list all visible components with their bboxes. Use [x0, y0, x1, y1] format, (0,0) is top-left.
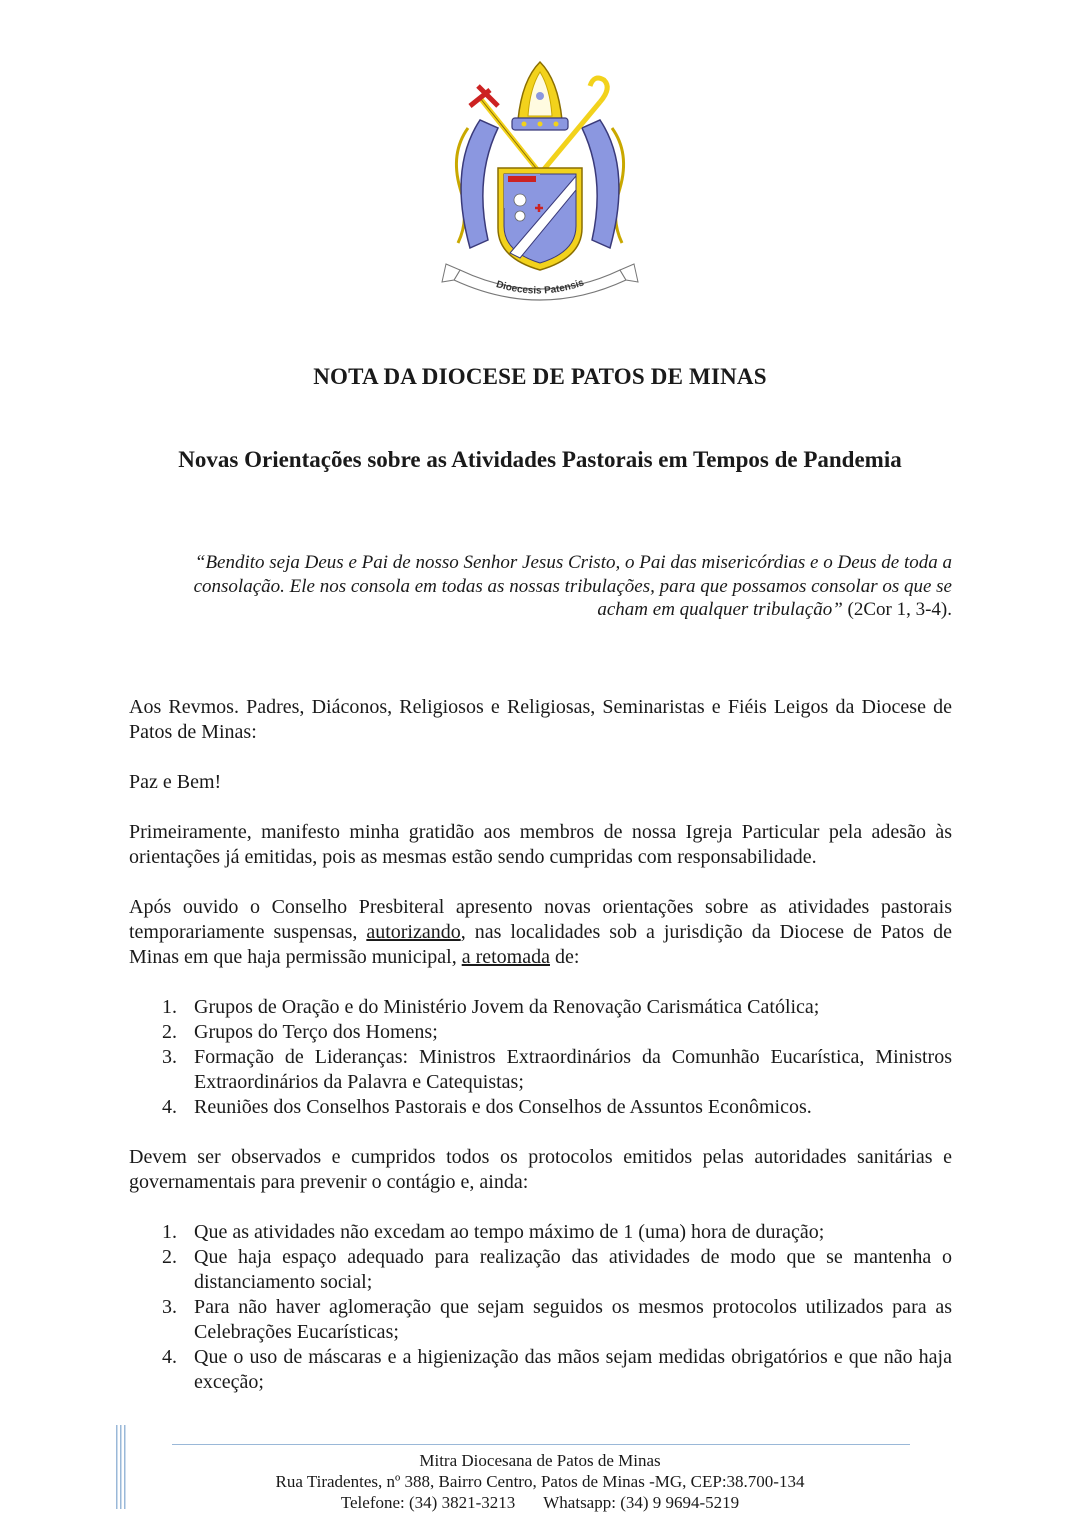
list-item: 2. Grupos do Terço dos Homens; — [162, 1021, 438, 1043]
list-item: 4. Reuniões dos Conselhos Pastorais e dos Conselhos de Assuntos Econômicos. — [162, 1096, 812, 1118]
footer-divider — [172, 1444, 910, 1445]
quote-text: “Bendito seja Deus e Pai de nosso Senhor Jesus Cristo, o Pai das misericórdias e o Deus de toda a consolação. Ele nos consola em todas as nossas tribulações, para que possamos consolar os que se acham em qualquer tribulação” — [193, 552, 952, 620]
epigraph-quote — [150, 551, 952, 622]
conditions-list — [129, 1220, 952, 1395]
list-item: 4. Que o uso de máscaras e a higienização das mãos sejam medidas obrigatórios e que não haja exceção; — [162, 1346, 952, 1393]
resumed-activities-list — [129, 995, 952, 1120]
para2-underline-resumption: a retomada — [461, 946, 550, 968]
salutation: Paz e Bem! — [129, 771, 222, 793]
crest-motto: Dioecesis Patensis — [494, 277, 586, 297]
diocese-coat-of-arms-icon — [440, 58, 640, 308]
footer-phone: Telefone: (34) 3821-3213 — [340, 1493, 516, 1512]
list-item: 1. Que as atividades não excedam ao tempo máximo de 1 (uma) hora de duração; — [162, 1221, 825, 1243]
footer-contacts — [0, 1492, 1080, 1513]
para2-part3: de: — [549, 946, 580, 968]
para2-underline-authorizing: autorizando — [366, 921, 461, 943]
footer-address: Rua Tiradentes, nº 388, Bairro Centro, Patos de Minas -MG, CEP:38.700-134 — [275, 1472, 805, 1491]
quote-reference: (2Cor 1, 3-4). — [842, 599, 952, 620]
footer-whatsapp: Whatsapp: (34) 9 9694-5219 — [543, 1493, 740, 1512]
paragraph-orientations — [129, 895, 952, 970]
greeting-recipients: Aos Revmos. Padres, Diáconos, Religiosos e Religiosas, Seminaristas e Fiéis Leigos da Diocese de Patos de Minas: — [129, 696, 952, 743]
page-title: NOTA DA DIOCESE DE PATOS DE MINAS — [313, 364, 767, 389]
list-item: 2. Que haja espaço adequado para realização das atividades de modo que se mantenha o distanciamento social; — [162, 1246, 952, 1293]
para2-part2: , nas localidades sob a jurisdição da Diocese de Patos de Minas em que haja permissão municipal, — [129, 921, 952, 968]
list-item: 3. Formação de Lideranças: Ministros Extraordinários da Comunhão Eucarística, Ministros Extraordinários da Palavra e Catequistas; — [162, 1046, 952, 1093]
list-item: 1. Grupos de Oração e do Ministério Jovem da Renovação Carismática Católica; — [162, 996, 820, 1018]
para2-part1: Após ouvido o Conselho Presbiteral apresento novas orientações sobre as atividades pastorais temporariamente suspensas, — [129, 896, 952, 943]
list-item: 3. Para não haver aglomeração que sejam seguidos os mesmos protocolos utilizados para as Celebrações Eucarísticas; — [162, 1296, 952, 1343]
page-subtitle: Novas Orientações sobre as Atividades Pastorais em Tempos de Pandemia — [178, 447, 902, 472]
footer-organization: Mitra Diocesana de Patos de Minas — [419, 1451, 661, 1470]
paragraph-protocols: Devem ser observados e cumpridos todos os protocolos emitidos pelas autoridades sanitárias e governamentais para prevenir o contágio e, ainda: — [129, 1146, 952, 1193]
paragraph-gratitude: Primeiramente, manifesto minha gratidão aos membros de nossa Igreja Particular pela adesão às orientações já emitidas, pois as mesmas estão sendo cumpridas com responsabilidade. — [129, 821, 952, 868]
